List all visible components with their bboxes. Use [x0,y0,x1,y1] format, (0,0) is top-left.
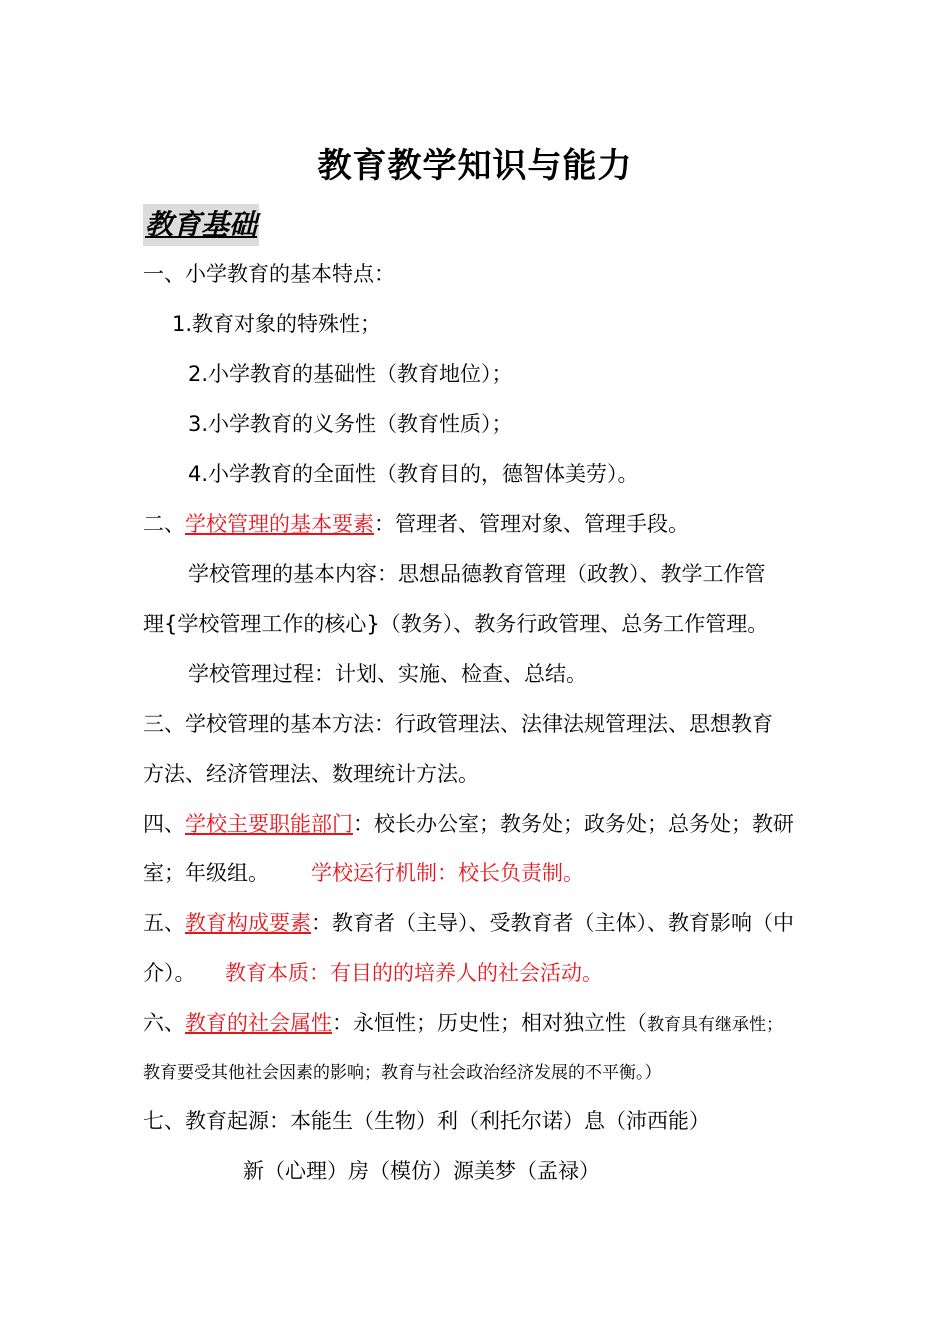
s5-number: 五、 [143,911,185,935]
section-heading: 教育基础 [143,204,259,246]
s1-heading: 一、小学教育的基本特点： [143,262,395,286]
s6-line-1 [143,1008,783,1040]
s4-line-2: 室；年级组。 [143,861,269,885]
s1-item-1: 1.教育对象的特殊性； [172,312,382,336]
s4-keyword: 学校主要职能部门 [185,812,353,836]
s2-keyword: 学校管理的基本要素 [185,512,374,536]
document-title: 教育教学知识与能力 [317,146,633,186]
s2-line-1 [143,509,689,539]
s4-number: 四、 [143,812,185,836]
s7-line-1: 七、教育起源：本能生（生物）利（利托尔诺）息（沛西能） [143,1109,710,1133]
s6-rest: ：永恒性；历史性；相对独立性（ [332,1011,647,1035]
s5-note: 教育本质：有目的的培养人的社会活动。 [225,961,603,985]
s7-line-2: 新（心理）房（模仿）源美梦（孟禄） [243,1159,600,1183]
s6-number: 六、 [143,1011,185,1035]
s3-line-1: 三、学校管理的基本方法：行政管理法、法律法规管理法、思想教育 [143,712,773,736]
s2-rest: ：管理者、管理对象、管理手段。 [374,512,689,536]
s6-keyword: 教育的社会属性 [185,1011,332,1035]
s2-process: 学校管理过程：计划、实施、检查、总结。 [188,662,587,686]
s6-small-text: 教育具有继承性； [647,1015,783,1035]
s4-note: 学校运行机制：校长负责制。 [311,861,584,885]
s1-item-3: 3.小学教育的义务性（教育性质）； [188,412,513,436]
s5-keyword: 教育构成要素 [185,911,311,935]
s4-rest: ：校长办公室；教务处；政务处；总务处；教研 [353,812,794,836]
s2-content-2: 理{学校管理工作的核心}（教务）、教务行政管理、总务工作管理。 [143,612,769,636]
s1-item-2: 2.小学教育的基础性（教育地位）； [188,362,513,386]
s6-line-2: 教育要受其他社会因素的影响；教育与社会政治经济发展的不平衡。） [143,1063,662,1083]
s5-rest: ：教育者（主导）、受教育者（主体）、教育影响（中 [311,911,794,935]
s3-line-2: 方法、经济管理法、数理统计方法。 [143,762,479,786]
s2-content-1: 学校管理的基本内容：思想品德教育管理（政教）、教学工作管 [188,562,766,586]
s5-line-1 [143,908,794,938]
s5-line-2: 介）。 [143,961,196,985]
s1-item-4: 4.小学教育的全面性（教育目的，德智体美劳）。 [188,462,639,486]
s4-line-1 [143,809,794,839]
s2-number: 二、 [143,512,185,536]
